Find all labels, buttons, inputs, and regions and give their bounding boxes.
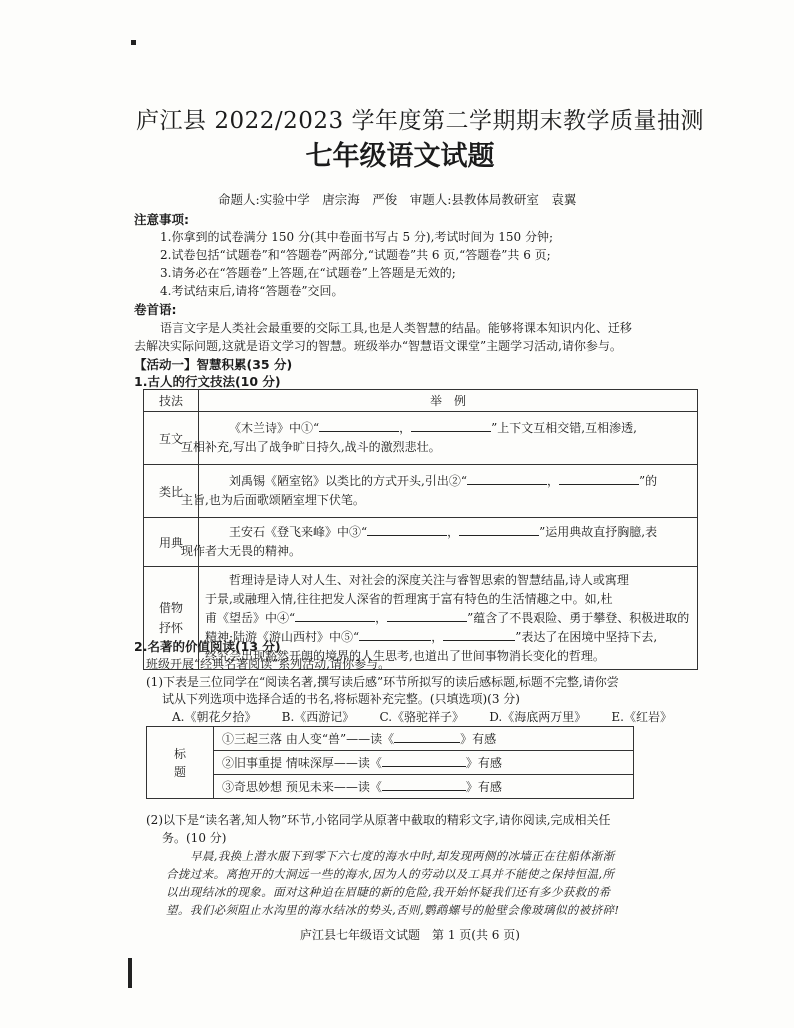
table-row xyxy=(144,465,698,518)
edge-mark xyxy=(128,958,132,988)
answer-blank[interactable] xyxy=(382,754,466,767)
answer-blank[interactable] xyxy=(387,609,467,622)
preface-heading: 卷首语: xyxy=(134,302,177,317)
example-cell: 王安石《登飞来峰》中③“ ， ”运用典故直抒胸臆,表 现作者大无畏的精神。 xyxy=(199,518,698,567)
example-cell: 刘禹锡《陋室铭》以类比的方式开头,引出②“ ， ”的 主旨,也为后面歌颂陋室埋下伏笔。 xyxy=(199,465,698,518)
example-cell: 《木兰诗》中①“ ， ”上下文互相交错,互相渗透, 互相补充,写出了战争旷日持久,战斗的激烈悲壮。 xyxy=(199,412,698,465)
technique-label: 类比 xyxy=(144,465,199,518)
notice-item: 1.你拿到的试卷满分 150 分(其中卷面书写占 5 分),考试时间为 150 分钟; xyxy=(160,230,554,244)
techniques-table xyxy=(143,389,698,670)
notice-item: 4.考试结束后,请将“答题卷”交回。 xyxy=(160,284,344,298)
table-row xyxy=(147,775,634,799)
subquestion1-text: (1)下表是三位同学在“阅读名著,撰写读后感”环节所拟写的读后感标题,标题不完整,请你尝 xyxy=(146,675,619,689)
option-item: A.《朝花夕拾》 xyxy=(172,710,257,724)
page-footer: 庐江县七年级语文试题 第 1 页(共 6 页) xyxy=(300,928,520,942)
column-header: 技法 xyxy=(144,390,199,412)
title-cell: ①三起三落 由人变“兽”——读《 》有感 xyxy=(214,727,634,751)
excerpt-line: 望。我们必须阻止水沟里的海水结冰的势头,否则,鹦鹉螺号的舱壁会像玻璃似的被挤碎! xyxy=(166,903,620,917)
activity1-heading: 【活动一】智慧积累(35 分) xyxy=(134,357,293,372)
subquestion2-text: 务。(10 分) xyxy=(162,831,227,845)
title-cell: ③奇思妙想 预见未来——读《 》有感 xyxy=(214,775,634,799)
example-cell: 哲理诗是诗人对人生、对社会的深度关注与睿智思索的智慧结晶,诗人或寓理 于景,或融理入情,往往把发人深省的哲理寓于富有特色的生活情趣之中。如,杜 甫《望岳》中④“ ， ”蕴含了不畏艰险、勇于攀登、积极进取的 精神;陆游《游山西村》中⑤“ ， ”表达了在困境中坚持下去, 终究会出现豁然开朗的境界的人生思考,也道出了世间事物消长变化的哲理。 xyxy=(199,567,698,670)
table-row xyxy=(144,412,698,465)
answer-blank[interactable] xyxy=(295,609,375,622)
preface-text: 语言文字是人类社会最重要的交际工具,也是人类智慧的结晶。能够将课本知识内化、迁移 xyxy=(160,321,632,335)
option-item: B.《西游记》 xyxy=(281,710,355,724)
question1-title: 1.古人的行文技法(10 分) xyxy=(134,374,281,389)
exam-title: 庐江县 2022/2023 学年度第二学期期末教学质量抽测 xyxy=(136,108,704,134)
question2-title: 2.名著的价值阅读(13 分) xyxy=(134,639,281,654)
answer-blank[interactable] xyxy=(319,419,399,432)
question2-intro: 班级开展“经典名著阅读”系列活动,请你参与。 xyxy=(146,657,391,671)
technique-label: 互文 xyxy=(144,412,199,465)
answer-blank[interactable] xyxy=(411,419,491,432)
column-header: 举 例 xyxy=(199,390,698,412)
notice-item: 2.试卷包括“试题卷”和“答题卷”两部分,“试题卷”共 6 页,“答题卷”共 6 页; xyxy=(160,248,551,262)
title-cell: ②旧事重提 情味深厚——读《 》有感 xyxy=(214,751,634,775)
option-item: C.《骆驼祥子》 xyxy=(379,710,465,724)
titles-table xyxy=(146,726,634,799)
corner-mark xyxy=(131,40,136,45)
technique-label: 用典 xyxy=(144,518,199,567)
preface-text: 去解决实际问题,这就是语文学习的智慧。班级举办“智慧语文课堂”主题学习活动,请你参与。 xyxy=(134,339,622,353)
answer-blank[interactable] xyxy=(467,472,547,485)
titles-label: 标 题 xyxy=(147,727,214,799)
excerpt-line: 以出现结冰的现象。面对这种迫在眉睫的新的危险,我开始怀疑我们还有多少获救的希 xyxy=(166,885,611,899)
answer-blank[interactable] xyxy=(559,472,639,485)
notice-heading: 注意事项: xyxy=(134,212,189,227)
option-item: E.《红岩》 xyxy=(611,710,672,724)
answer-blank[interactable] xyxy=(443,628,515,641)
table-row xyxy=(147,727,634,751)
option-item: D.《海底两万里》 xyxy=(489,710,587,724)
table-row xyxy=(147,751,634,775)
answer-blank[interactable] xyxy=(459,523,539,536)
subquestion1-text: 试从下列选项中选择合适的书名,将标题补充完整。(只填选项)(3 分) xyxy=(162,692,520,706)
exam-subtitle: 七年级语文试题 xyxy=(305,141,495,172)
table-header-row xyxy=(144,390,698,412)
table-row xyxy=(144,518,698,567)
subquestion2-text: (2)以下是“读名著,知人物”环节,小铭同学从原著中截取的精彩文字,请你阅读,完成相关任 xyxy=(146,813,611,827)
answer-blank[interactable] xyxy=(367,523,447,536)
authors-line: 命题人:实验中学 唐宗海 严俊 审题人:县教体局教研室 袁翼 xyxy=(218,192,577,207)
answer-blank[interactable] xyxy=(359,628,431,641)
technique-label: 借物 抒怀 xyxy=(144,567,199,670)
notice-item: 3.请务必在“答题卷”上答题,在“试题卷”上答题是无效的; xyxy=(160,266,456,280)
answer-blank[interactable] xyxy=(394,730,460,743)
answer-blank[interactable] xyxy=(382,778,466,791)
book-options xyxy=(172,708,672,725)
excerpt-line: 早晨,我换上潜水服下到零下六七度的海水中时,却发现两侧的冰墙正在往船体渐渐 xyxy=(190,849,615,863)
excerpt-line: 合拢过来。离抱开的大洞远一些的海水,因为人的劳动以及工具并不能使之保持恒温,所 xyxy=(166,867,615,881)
